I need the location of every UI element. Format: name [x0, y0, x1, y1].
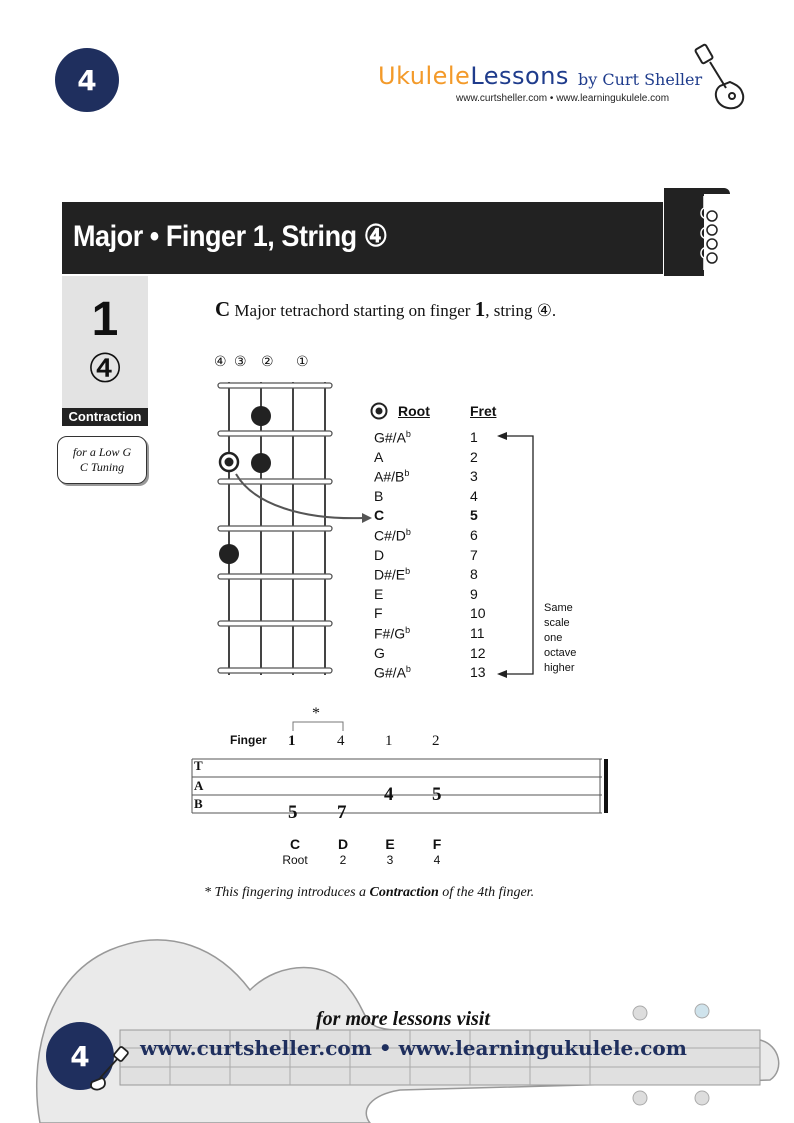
string-label: ①	[296, 354, 309, 370]
table-root-cell	[374, 566, 410, 583]
finger-dot	[219, 544, 239, 564]
note-name: F	[432, 836, 442, 852]
root-text: A	[374, 448, 384, 465]
table-fret-cell: 8	[470, 566, 478, 583]
root-text: G#/A	[374, 429, 406, 446]
octave-note-line: one	[544, 632, 563, 644]
intro-key: C	[215, 297, 231, 321]
octave-note-line: octave	[544, 647, 577, 659]
footer-urls[interactable]: www.curtsheller.com • www.learningukulele.com	[140, 1036, 687, 1060]
flat-sup: b	[405, 527, 411, 537]
root-text: F	[374, 605, 383, 622]
fret-bar	[218, 574, 332, 579]
finger-dot	[251, 453, 271, 473]
root-text: B	[374, 487, 384, 504]
table-fret-cell: 5	[470, 507, 478, 524]
table-root-cell	[374, 507, 384, 523]
root-symbol-icon	[370, 402, 388, 420]
flat-sup: b	[405, 625, 411, 635]
table-fret-cell: 1	[470, 429, 478, 445]
ukulele-icon	[690, 42, 750, 114]
footnote-bold: Contraction	[369, 885, 439, 900]
octave-bracket	[495, 428, 540, 680]
note-name: C	[289, 836, 301, 852]
section-title: Major • Finger 1, String ④	[73, 220, 388, 253]
tab-finger-label: Finger	[230, 733, 267, 747]
flat-sup: b	[405, 664, 411, 675]
brand-part2: Lessons	[470, 62, 569, 90]
table-root-cell	[374, 527, 411, 544]
table-fret-cell: 13	[470, 664, 486, 681]
tab-finger-number: 1	[288, 733, 296, 749]
table-fret-cell: 6	[470, 527, 478, 543]
brand-author: by Curt Sheller	[578, 70, 703, 89]
string-label: ②	[261, 354, 274, 370]
fret-bar	[218, 621, 332, 626]
note-name: D	[337, 836, 349, 852]
table-root-cell	[374, 468, 409, 485]
tuning-line-1: for a Low G	[72, 445, 132, 459]
footnote	[204, 885, 534, 901]
brand-urls: www.curtsheller.com • www.learningukulele.com	[456, 93, 670, 104]
tetrachord-pattern-icon	[664, 188, 730, 276]
finger-string-box	[62, 276, 148, 408]
table-fret-cell: 10	[470, 605, 486, 622]
footnote-post: of the 4th finger.	[438, 885, 535, 900]
note-degree: 4	[433, 853, 441, 867]
table-fret-cell: 7	[470, 546, 478, 563]
intro-text-2: , string ④.	[485, 301, 557, 320]
tab-letter-a: A	[194, 778, 204, 793]
note-name: E	[385, 836, 395, 852]
brand-logo-text	[378, 62, 569, 90]
page-number: 4	[77, 63, 97, 97]
table-root-cell	[374, 605, 383, 621]
table-root-cell	[374, 488, 383, 504]
fret-bar	[218, 479, 332, 484]
brand-part1: Ukulele	[378, 62, 471, 90]
tab-fret-number: 4	[384, 784, 394, 805]
finger-number: 1	[91, 293, 119, 346]
octave-note	[544, 601, 576, 676]
table-fret-cell: 2	[470, 448, 478, 465]
note-degree: 3	[386, 853, 394, 867]
tab-finger-number: 1	[385, 733, 393, 749]
table-header-fret: Fret	[470, 403, 497, 419]
footer-ukulele-icon	[86, 1046, 130, 1092]
root-marker	[220, 453, 238, 471]
table-fret-cell: 3	[470, 468, 478, 485]
fret-bar	[218, 431, 332, 436]
root-text: D#/E	[374, 566, 406, 583]
intro-finger: 1	[474, 297, 486, 321]
root-text: E	[374, 585, 384, 602]
table-root-cell	[374, 586, 383, 602]
root-text: G#/A	[374, 664, 406, 681]
root-text: C	[374, 507, 385, 524]
tab-fret-number: 5	[432, 784, 442, 805]
footnote-pre: * This fingering introduces a	[204, 885, 370, 900]
fretboard-diagram	[214, 380, 374, 680]
table-fret-cell: 12	[470, 644, 486, 661]
tuning-note	[57, 436, 147, 484]
table-header-root: Root	[398, 403, 430, 419]
octave-note-line: higher	[544, 662, 575, 674]
finger-dot	[251, 406, 271, 426]
octave-note-line: Same	[544, 602, 573, 614]
octave-note-line: scale	[544, 617, 570, 629]
fret-bar	[218, 526, 332, 531]
fret-bar	[218, 668, 332, 673]
table-root-cell	[374, 625, 410, 642]
table-root-cell	[374, 429, 411, 446]
table-root-cell	[374, 645, 385, 661]
table-fret-cell: 9	[470, 585, 478, 602]
root-text: D	[374, 546, 385, 563]
intro-sentence	[215, 297, 556, 322]
tab-staff	[190, 757, 610, 821]
note-degree: Root	[282, 853, 308, 867]
note-degree: 2	[339, 853, 347, 867]
more-lessons-text: for more lessons visit	[316, 1008, 490, 1030]
fret-bar	[218, 383, 332, 388]
section-title-bar	[62, 202, 663, 274]
root-text: C#/D	[374, 527, 406, 544]
asterisk-mark: *	[312, 705, 320, 722]
tab-fret-number: 5	[288, 802, 298, 823]
root-text: A#/B	[374, 468, 405, 485]
string-label: ④	[214, 354, 227, 370]
string-label: ③	[234, 354, 247, 370]
page-number-badge	[55, 48, 119, 112]
side-tab	[664, 188, 730, 276]
root-text: G	[374, 644, 385, 661]
table-root-cell	[374, 547, 384, 563]
table-fret-cell: 4	[470, 487, 478, 504]
table-root-cell	[374, 664, 411, 681]
tuning-line-2: C Tuning	[79, 460, 125, 474]
table-fret-cell: 11	[470, 625, 485, 641]
flat-sup: b	[405, 566, 411, 577]
tab-letter-t: T	[194, 758, 203, 773]
table-root-cell	[374, 449, 383, 465]
contraction-label: Contraction	[62, 408, 148, 426]
tab-letter-b: B	[194, 796, 203, 811]
tab-finger-number: 2	[432, 733, 440, 749]
tab-fret-number: 7	[337, 802, 347, 823]
footer-page-number: 4	[70, 1039, 90, 1073]
flat-sup: b	[404, 468, 410, 479]
flat-sup: b	[405, 429, 411, 439]
tab-finger-number: 4	[337, 733, 345, 749]
root-text: F#/G	[374, 625, 406, 642]
intro-text-1: Major tetrachord starting on finger	[230, 301, 475, 320]
string-number: ④	[87, 346, 123, 392]
